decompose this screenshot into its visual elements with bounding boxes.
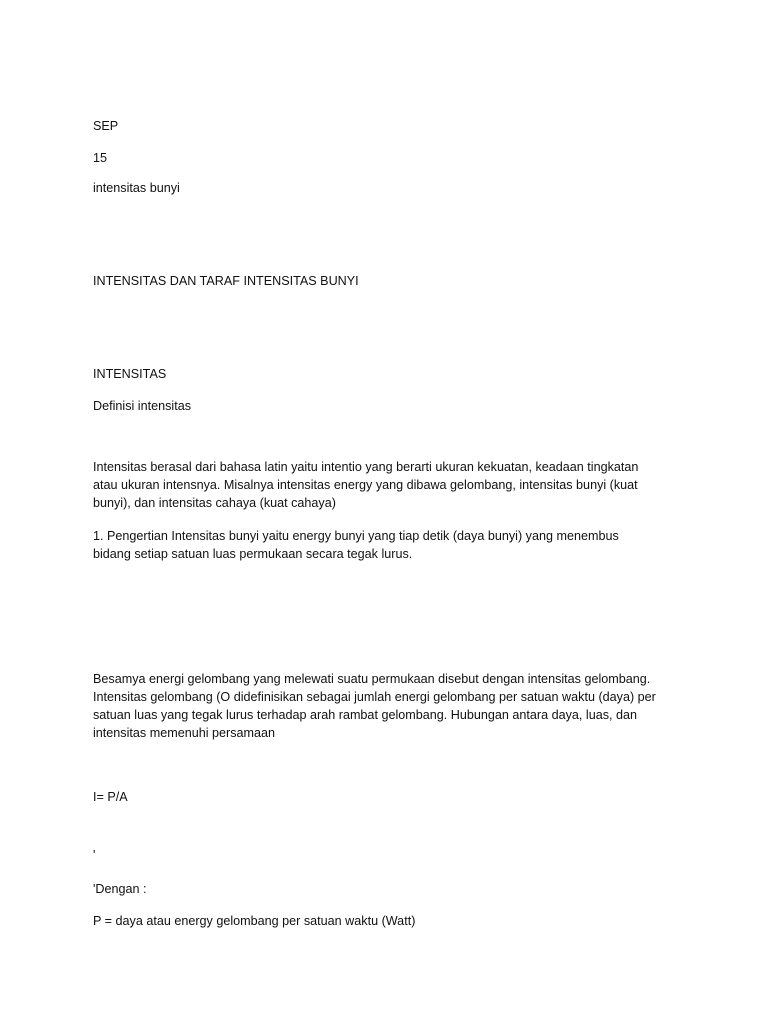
- date-month: SEP: [93, 119, 119, 133]
- paragraph-line: Besamya energi gelombang yang melewati suatu permukaan disebut dengan intensitas gelombang.: [93, 672, 651, 686]
- date-day: 15: [93, 151, 108, 165]
- main-heading: INTENSITAS DAN TARAF INTENSITAS BUNYI: [93, 274, 359, 288]
- paragraph-line: bunyi), dan intensitas cahaya (kuat cahaya): [93, 496, 336, 510]
- formula: I= P/A: [93, 790, 128, 804]
- paragraph-line: intensitas memenuhi persamaan: [93, 726, 276, 740]
- definition-p: P = daya atau energy gelombang per satuan waktu (Watt): [93, 914, 416, 928]
- stray-mark: ': [93, 848, 96, 862]
- section-heading: INTENSITAS: [93, 367, 167, 381]
- paragraph-definition: [93, 458, 683, 512]
- subheading: Definisi intensitas: [93, 399, 191, 413]
- paragraph-line: Intensitas gelombang (O didefinisikan sebagai jumlah energi gelombang per satuan waktu (daya) per: [93, 690, 656, 704]
- paragraph-line: Intensitas berasal dari bahasa latin yaitu intentio yang berarti ukuran kekuatan, keadaan tingkatan: [93, 460, 639, 474]
- post-title: intensitas bunyi: [93, 181, 180, 195]
- paragraph-energy: [93, 670, 683, 742]
- paragraph-line: atau ukuran intensnya. Misalnya intensitas energy yang dibawa gelombang, intensitas bunyi (kuat: [93, 478, 638, 492]
- dengan-label: 'Dengan :: [93, 882, 147, 896]
- paragraph-line: bidang setiap satuan luas permukaan secara tegak lurus.: [93, 547, 413, 561]
- paragraph-line: 1. Pengertian Intensitas bunyi yaitu energy bunyi yang tiap detik (daya bunyi) yang menembus: [93, 529, 619, 543]
- paragraph-line: satuan luas yang tegak lurus terhadap arah rambat gelombang. Hubungan antara daya, luas, dan: [93, 708, 638, 722]
- paragraph-numbered: [93, 527, 683, 563]
